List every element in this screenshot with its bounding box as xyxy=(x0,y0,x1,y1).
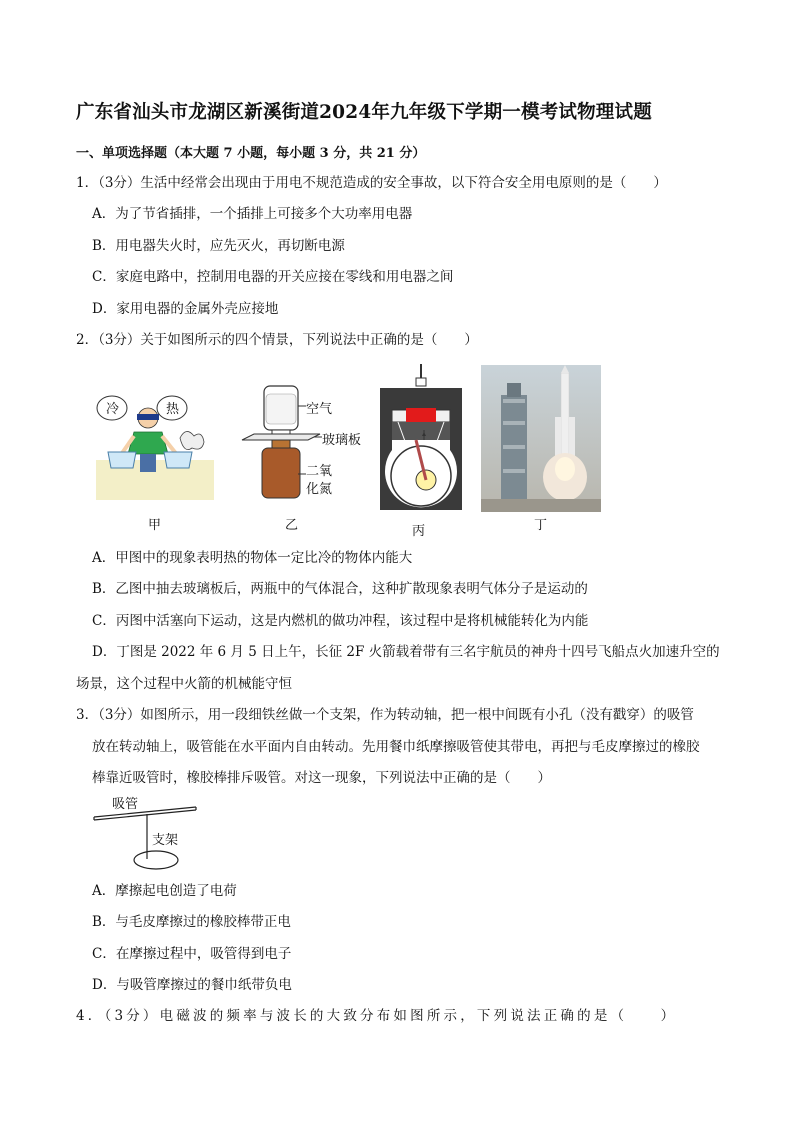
q3-option-c: C．在摩擦过程中，吸管得到电子 xyxy=(92,946,292,962)
q1-option-c: C．家庭电路中，控制用电器的开关应接在零线和用电器之间 xyxy=(92,269,454,285)
q3-option-d: D．与吸管摩擦过的餐巾纸带负电 xyxy=(92,977,292,993)
figure-yi xyxy=(240,384,370,502)
q1-option-d: D．家用电器的金属外壳应接地 xyxy=(92,301,279,317)
figure-ding xyxy=(481,365,601,512)
caption-bing: 丙 xyxy=(412,524,426,539)
q4-stem: 4．（3分）电磁波的频率与波长的大致分布如图所示，下列说法正确的是（ ） xyxy=(76,1008,678,1024)
q1-option-a: A．为了节省插排，一个插排上可接多个大功率用电器 xyxy=(92,206,413,222)
label-no2-line2: 化氮 xyxy=(306,482,333,497)
label-no2-line1: 二氧 xyxy=(306,464,333,479)
label-air: 空气 xyxy=(306,402,333,417)
q3-stem-line2: 放在转动轴上，吸管能在水平面内自由转动。先用餐巾纸摩擦吸管使其带电，再把与毛皮摩擦过的橡胶 xyxy=(92,739,700,755)
caption-yi: 乙 xyxy=(285,518,299,533)
label-glass-plate: 玻璃板 xyxy=(322,433,362,448)
q1-option-b: B．用电器失火时，应先灭火，再切断电源 xyxy=(92,238,345,254)
caption-ding: 丁 xyxy=(534,518,548,533)
q3-stem-line3: 棒靠近吸管时，橡胶棒排斥吸管。对这一现象，下列说法中正确的是（ ） xyxy=(92,770,551,786)
q2-option-d: D．丁图是 2022 年 6 月 5 日上午，长征 2F 火箭载着带有三名宇航员的神舟十四号飞船点火加速升空的 xyxy=(92,644,720,660)
label-straw: 吸管 xyxy=(112,797,139,812)
caption-jia: 甲 xyxy=(148,518,162,533)
label-cold: 冷 xyxy=(106,402,120,417)
q3-stem-line1: 3．（3分）如图所示，用一段细铁丝做一个支架，作为转动轴，把一根中间既有小孔（没有戳穿）的吸管 xyxy=(76,707,694,723)
label-stand: 支架 xyxy=(152,833,179,848)
figure-straw-stand xyxy=(92,795,212,871)
q3-option-a: A．摩擦起电创造了电荷 xyxy=(92,883,237,899)
figure-bing xyxy=(376,364,466,514)
q1-stem: 1．（3分）生活中经常会出现由于用电不规范造成的安全事故，以下符合安全用电原则的是（ ） xyxy=(76,175,667,191)
page-title: 广东省汕头市龙湖区新溪街道2024年九年级下学期一模考试物理试题 xyxy=(76,102,652,123)
q2-option-a: A．甲图中的现象表明热的物体一定比冷的物体内能大 xyxy=(92,550,413,566)
label-hot: 热 xyxy=(166,402,180,417)
figure-bing-drawing xyxy=(376,364,466,514)
section-heading: 一、单项选择题（本大题 7 小题，每小题 3 分，共 21 分） xyxy=(76,146,426,161)
q2-option-d-continued: 场景，这个过程中火箭的机械能守恒 xyxy=(76,676,292,692)
figure-ding-drawing xyxy=(481,365,601,512)
q2-option-c: C．丙图中活塞向下运动，这是内燃机的做功冲程，该过程中是将机械能转化为内能 xyxy=(92,613,589,629)
q2-option-b: B．乙图中抽去玻璃板后，两瓶中的气体混合，这种扩散现象表明气体分子是运动的 xyxy=(92,581,588,597)
q3-option-b: B．与毛皮摩擦过的橡胶棒带正电 xyxy=(92,914,291,930)
q2-stem: 2．（3分）关于如图所示的四个情景，下列说法中正确的是（ ） xyxy=(76,332,478,348)
figure-jia xyxy=(96,388,214,506)
